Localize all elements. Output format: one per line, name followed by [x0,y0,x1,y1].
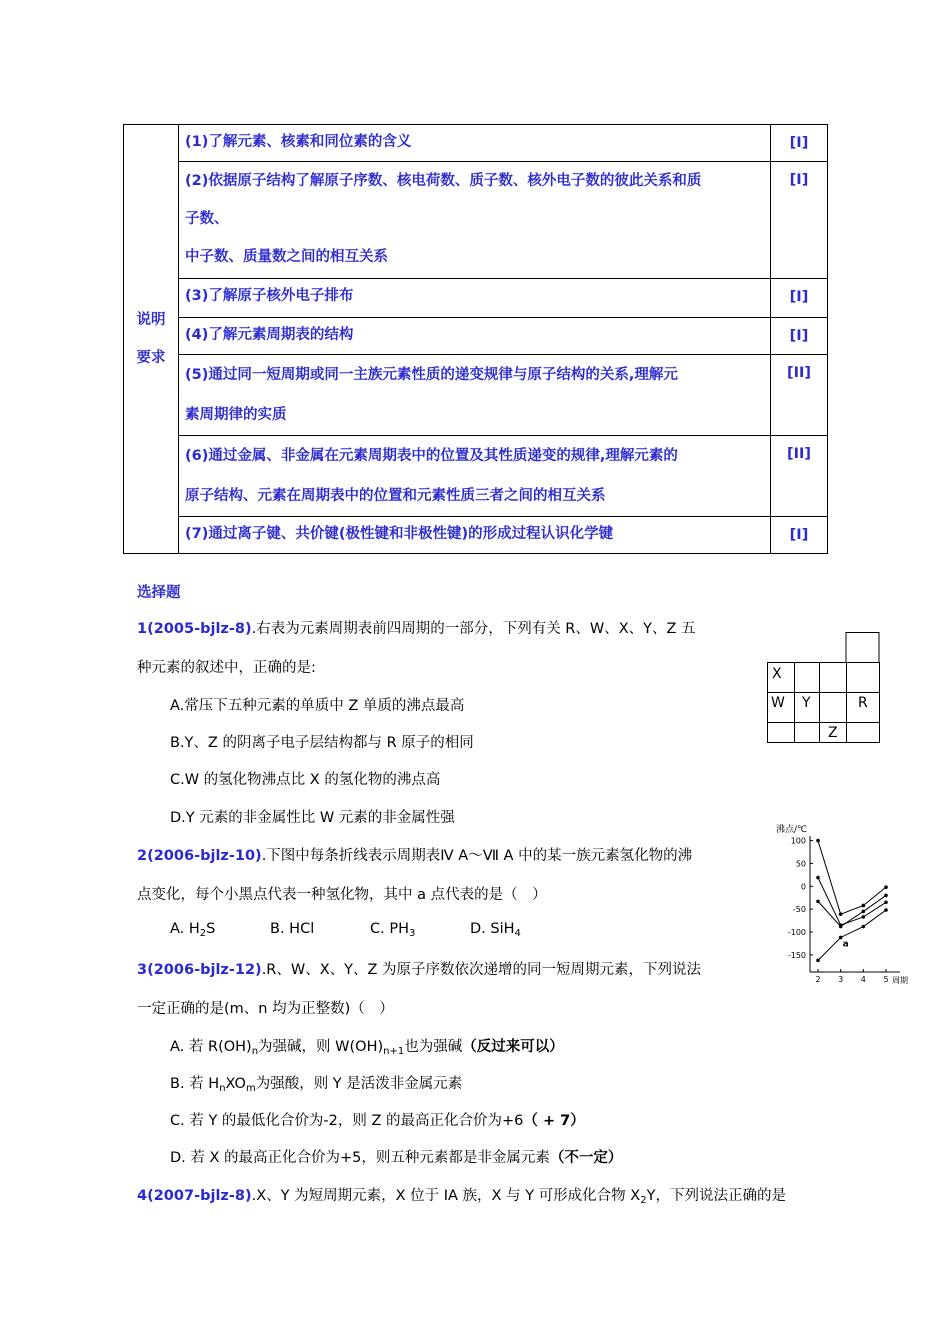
q2-option-a: A. $H_2S$ [170,921,216,939]
q1-stem-line2: 种元素的叙述中，正确的是: [137,660,316,676]
chart-data-point [862,910,866,914]
chart-y-tick-label: -150 [787,950,806,960]
chart-data-point [816,876,820,880]
chart-x-tick-label: 3 [838,975,844,984]
chart-data-point [884,908,888,912]
requirement-item-4: (4)了解元素周期表的结构 [179,318,771,355]
chart-x-tick-label: 2 [815,975,821,984]
requirement-item-7: (7)通过离子键、共价键(极性键和非极性键)的形成过程认识化学键 [179,517,771,554]
q1-option-d: D.Y 元素的非金属性比 W 元素的非金属性强 [170,810,455,826]
q1-option-c: C.W 的氢化物沸点比 X 的氢化物的沸点高 [170,772,441,788]
requirement-level-2: [I] [771,162,828,279]
cell-w: W [771,695,785,711]
chart-data-point [816,959,820,963]
chart-data-point [884,894,888,898]
q3-option-b: B. 若 $H_nXO_m$为强酸，则 Y 是活泼非金属元素 [170,1076,463,1094]
chart-y-tick-label: -50 [792,905,806,915]
cell-x: X [772,666,782,682]
cell-r: R [858,695,868,711]
requirement-item-3: (3)了解原子核外电子排布 [179,279,771,318]
chart-annotation-a: a [842,939,849,950]
cell-z: Z [828,725,838,741]
q3-option-a: A. 若 $R(OH)_n$为强碱，则 $W(OH)_{n+1}$也为强碱（反过来可以） [170,1039,564,1057]
chart-data-point [839,925,843,929]
requirement-level-3: [I] [771,279,828,318]
q2-stem-line2: 点变化，每个小黑点代表一种氢化物，其中 a 点代表的是（ ） [137,887,547,903]
chart-x-tick-label: 5 [883,975,889,984]
q1-option-b: B.Y、Z 的阴离子电子层结构都与 R 原子的相同 [170,735,474,751]
side-label-1: 说明 [136,312,166,328]
q3-option-d: D. 若 X 的最高正化合价为+5，则五种元素都是非金属元素（不一定） [170,1150,623,1166]
chart-y-tick-label: -100 [787,928,806,937]
chart-data-point [862,925,866,929]
requirement-level-7: [I] [771,517,828,554]
chart-x-tick-label: 4 [860,975,866,984]
q1-stem-line1: 1(2005-bjlz-8).右表为元素周期表前四周期的一部分，下列有关 R、W、X、Y、Z 五 [137,621,696,637]
q2-option-d: D. SiH$_4$ [470,921,521,939]
chart-data-point [884,900,888,904]
requirement-item-2: (2)依据原子结构了解原子序数、核电荷数、质子数、核外电子数的彼此关系和质 子数、 中子数、质量数之间的相互关系 [179,162,771,279]
q1-option-a: A.常压下五种元素的单质中 Z 单质的沸点最高 [170,698,465,714]
q2-option-b: B. HCl [270,921,315,937]
requirement-item-6: (6)通过金属、非金属在元素周期表中的位置及其性质递变的规律,理解元素的 原子结构、元素在周期表中的位置和元素性质三者之间的相互关系 [179,436,771,517]
side-label [124,125,179,554]
requirement-level-6: [II] [771,436,828,517]
q3-stem-line1: 3(2006-bjlz-12).R、W、X、Y、Z 为原子序数依次递增的同一短周期元素，下列说法 [137,962,702,978]
periodic-table-fragment [766,632,882,744]
chart-xlabel: 周期 [892,976,908,985]
side-label-2: 要求 [136,350,166,366]
chart-data-point [839,912,843,916]
requirement-level-1: [I] [771,125,828,162]
chart-data-point [816,900,820,904]
section-title: 选择题 [137,585,181,601]
requirement-item-5: (5)通过同一短周期或同一主族元素性质的递变规律与原子结构的关系,理解元 素周期律的实质 [179,355,771,436]
q2-option-c: C. $PH_3$ [370,921,416,939]
chart-y-tick-label: 50 [795,859,806,869]
q4-stem: 4(2007-bjlz-8).X、Y 为短周期元素，X 位于 IA 族，X 与 Y 可形成化合物 $X_2Y$，下列说法正确的是 [137,1188,786,1206]
chart-data-point [862,904,866,908]
boiling-point-chart [770,820,915,988]
requirements-table [123,124,828,554]
q3-stem-line2: 一定正确的是(m、n 均为正整数)（ ） [137,1001,394,1017]
chart-ylabel: 沸点/℃ [776,825,808,835]
requirement-level-5: [II] [771,355,828,436]
q3-option-c: C. 若 Y 的最低化合价为-2，则 Z 的最高正化合价为+6（ + 7） [170,1113,585,1129]
q2-stem-line1: 2(2006-bjlz-10).下图中每条折线表示周期表Ⅳ A～Ⅶ A 中的某一族元素氢化物的沸 [137,848,693,864]
chart-data-point [884,885,888,889]
chart-data-point [862,915,866,919]
chart-y-tick-label: 100 [790,836,806,846]
chart-data-point [816,839,820,843]
chart-y-tick-label: 0 [800,882,806,892]
requirement-item-1: (1)了解元素、核素和同位素的含义 [179,125,771,162]
chart-series-line [818,910,886,960]
cell-y: Y [802,695,811,711]
requirement-level-4: [I] [771,318,828,355]
